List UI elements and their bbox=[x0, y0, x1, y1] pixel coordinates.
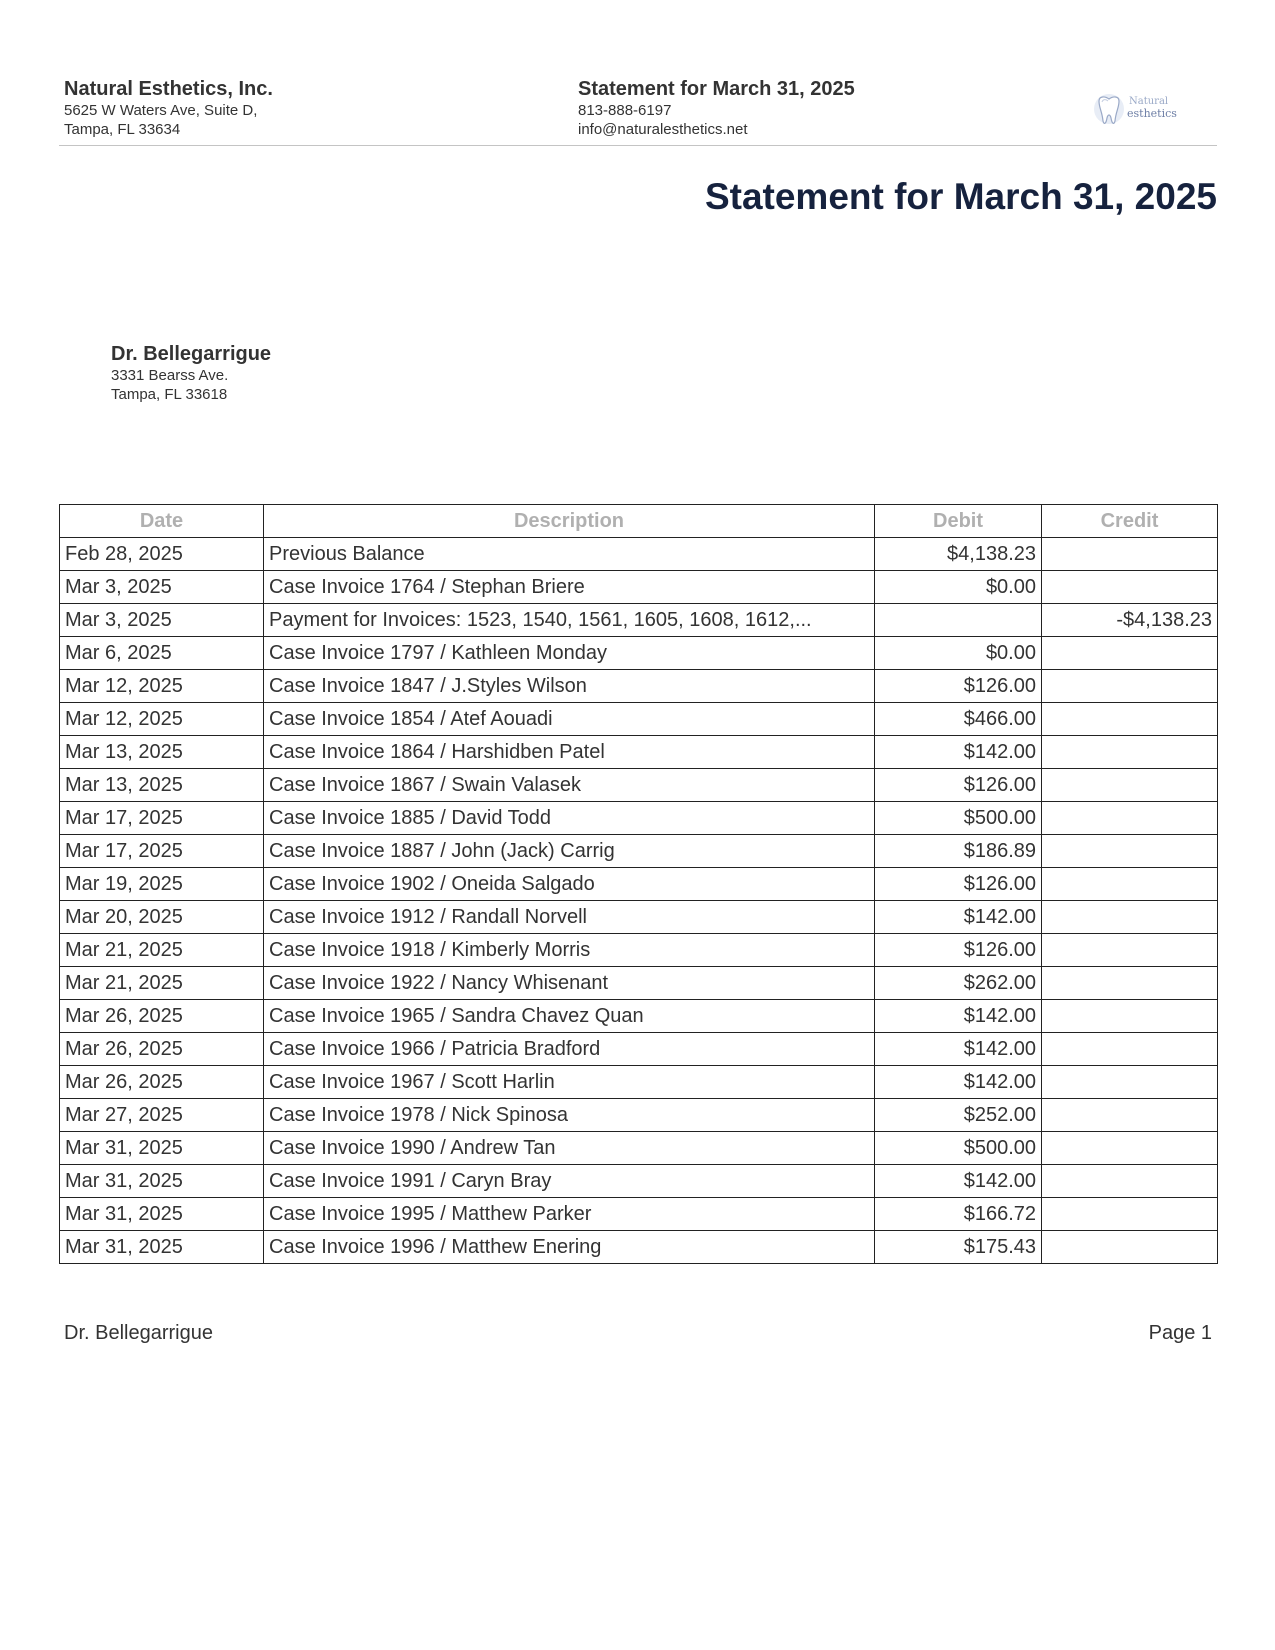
table-row bbox=[60, 901, 1218, 934]
logo-text-natural: Natural bbox=[1129, 96, 1169, 107]
cell-description: Case Invoice 1887 / John (Jack) Carrig bbox=[264, 835, 875, 868]
cell-credit bbox=[1042, 1099, 1218, 1132]
cell-debit: $126.00 bbox=[875, 868, 1042, 901]
cell-description: Case Invoice 1764 / Stephan Briere bbox=[264, 571, 875, 604]
cell-description: Case Invoice 1990 / Andrew Tan bbox=[264, 1132, 875, 1165]
tooth-icon bbox=[1091, 91, 1127, 129]
cell-description: Payment for Invoices: 1523, 1540, 1561, 1605, 1608, 1612,... bbox=[264, 604, 875, 637]
cell-date: Mar 20, 2025 bbox=[60, 901, 264, 934]
cell-debit: $142.00 bbox=[875, 1066, 1042, 1099]
cell-debit: $126.00 bbox=[875, 934, 1042, 967]
cell-description: Case Invoice 1966 / Patricia Bradford bbox=[264, 1033, 875, 1066]
cell-description: Case Invoice 1991 / Caryn Bray bbox=[264, 1165, 875, 1198]
table-row bbox=[60, 868, 1218, 901]
cell-credit bbox=[1042, 1231, 1218, 1264]
cell-credit bbox=[1042, 835, 1218, 868]
cell-debit: $142.00 bbox=[875, 1165, 1042, 1198]
table-row bbox=[60, 967, 1218, 1000]
cell-credit bbox=[1042, 901, 1218, 934]
cell-description: Case Invoice 1978 / Nick Spinosa bbox=[264, 1099, 875, 1132]
table-row bbox=[60, 802, 1218, 835]
cell-description: Case Invoice 1918 / Kimberly Morris bbox=[264, 934, 875, 967]
customer-address-line1: 3331 Bearss Ave. bbox=[111, 367, 229, 384]
cell-credit bbox=[1042, 1033, 1218, 1066]
cell-date: Mar 13, 2025 bbox=[60, 736, 264, 769]
table-row bbox=[60, 1000, 1218, 1033]
table-row bbox=[60, 1165, 1218, 1198]
cell-debit: $142.00 bbox=[875, 1000, 1042, 1033]
table-row bbox=[60, 670, 1218, 703]
table-row bbox=[60, 835, 1218, 868]
company-logo bbox=[1089, 91, 1179, 131]
company-info bbox=[64, 77, 273, 139]
cell-description: Case Invoice 1965 / Sandra Chavez Quan bbox=[264, 1000, 875, 1033]
table-row bbox=[60, 604, 1218, 637]
cell-date: Mar 31, 2025 bbox=[60, 1165, 264, 1198]
cell-credit bbox=[1042, 703, 1218, 736]
cell-description: Case Invoice 1996 / Matthew Enering bbox=[264, 1231, 875, 1264]
cell-date: Mar 19, 2025 bbox=[60, 868, 264, 901]
cell-date: Mar 31, 2025 bbox=[60, 1231, 264, 1264]
bill-to-address bbox=[111, 342, 271, 404]
cell-description: Case Invoice 1854 / Atef Aouadi bbox=[264, 703, 875, 736]
cell-date: Mar 3, 2025 bbox=[60, 604, 264, 637]
company-email: info@naturalesthetics.net bbox=[578, 121, 748, 138]
cell-credit bbox=[1042, 967, 1218, 1000]
cell-credit bbox=[1042, 934, 1218, 967]
cell-date: Mar 21, 2025 bbox=[60, 934, 264, 967]
cell-credit bbox=[1042, 538, 1218, 571]
cell-debit: $262.00 bbox=[875, 967, 1042, 1000]
cell-date: Mar 26, 2025 bbox=[60, 1066, 264, 1099]
cell-debit: $186.89 bbox=[875, 835, 1042, 868]
cell-debit: $142.00 bbox=[875, 901, 1042, 934]
cell-description: Case Invoice 1847 / J.Styles Wilson bbox=[264, 670, 875, 703]
company-phone: 813-888-6197 bbox=[578, 102, 672, 119]
cell-date: Mar 13, 2025 bbox=[60, 769, 264, 802]
table-body bbox=[60, 538, 1218, 1264]
cell-date: Mar 17, 2025 bbox=[60, 802, 264, 835]
cell-description: Case Invoice 1797 / Kathleen Monday bbox=[264, 637, 875, 670]
company-address-line1: 5625 W Waters Ave, Suite D, bbox=[64, 102, 258, 119]
table-row bbox=[60, 1099, 1218, 1132]
cell-date: Mar 12, 2025 bbox=[60, 703, 264, 736]
table-row bbox=[60, 703, 1218, 736]
cell-debit: $142.00 bbox=[875, 1033, 1042, 1066]
cell-credit bbox=[1042, 637, 1218, 670]
cell-description: Case Invoice 1912 / Randall Norvell bbox=[264, 901, 875, 934]
table-row bbox=[60, 1033, 1218, 1066]
table-row bbox=[60, 934, 1218, 967]
cell-debit: $126.00 bbox=[875, 670, 1042, 703]
cell-debit bbox=[875, 604, 1042, 637]
cell-date: Mar 31, 2025 bbox=[60, 1198, 264, 1231]
cell-debit: $4,138.23 bbox=[875, 538, 1042, 571]
cell-description: Case Invoice 1902 / Oneida Salgado bbox=[264, 868, 875, 901]
cell-description: Case Invoice 1864 / Harshidben Patel bbox=[264, 736, 875, 769]
footer-customer-name: Dr. Bellegarrigue bbox=[64, 1322, 213, 1344]
cell-debit: $175.43 bbox=[875, 1231, 1042, 1264]
cell-date: Mar 21, 2025 bbox=[60, 967, 264, 1000]
cell-credit bbox=[1042, 736, 1218, 769]
statement-contact bbox=[578, 77, 855, 139]
company-name: Natural Esthetics, Inc. bbox=[64, 78, 273, 100]
table-row bbox=[60, 637, 1218, 670]
cell-debit: $500.00 bbox=[875, 802, 1042, 835]
page-number: Page 1 bbox=[1148, 1322, 1212, 1344]
table-row bbox=[60, 736, 1218, 769]
cell-credit bbox=[1042, 868, 1218, 901]
cell-debit: $0.00 bbox=[875, 571, 1042, 604]
cell-credit bbox=[1042, 670, 1218, 703]
cell-date: Mar 26, 2025 bbox=[60, 1000, 264, 1033]
table-row bbox=[60, 1198, 1218, 1231]
statement-table bbox=[59, 504, 1218, 1264]
cell-debit: $252.00 bbox=[875, 1099, 1042, 1132]
table-row bbox=[60, 1066, 1218, 1099]
table-row bbox=[60, 1231, 1218, 1264]
cell-credit bbox=[1042, 1000, 1218, 1033]
cell-date: Mar 31, 2025 bbox=[60, 1132, 264, 1165]
cell-credit bbox=[1042, 1198, 1218, 1231]
cell-credit bbox=[1042, 769, 1218, 802]
cell-credit: -$4,138.23 bbox=[1042, 604, 1218, 637]
cell-date: Mar 27, 2025 bbox=[60, 1099, 264, 1132]
cell-debit: $142.00 bbox=[875, 736, 1042, 769]
cell-debit: $466.00 bbox=[875, 703, 1042, 736]
cell-credit bbox=[1042, 1165, 1218, 1198]
company-address-line2: Tampa, FL 33634 bbox=[64, 121, 181, 138]
customer-address-line2: Tampa, FL 33618 bbox=[111, 386, 228, 403]
cell-date: Mar 26, 2025 bbox=[60, 1033, 264, 1066]
customer-name: Dr. Bellegarrigue bbox=[111, 343, 272, 365]
cell-date: Mar 12, 2025 bbox=[60, 670, 264, 703]
cell-debit: $166.72 bbox=[875, 1198, 1042, 1231]
cell-credit bbox=[1042, 571, 1218, 604]
cell-description: Case Invoice 1867 / Swain Valasek bbox=[264, 769, 875, 802]
table-row bbox=[60, 538, 1218, 571]
cell-date: Mar 6, 2025 bbox=[60, 637, 264, 670]
cell-debit: $500.00 bbox=[875, 1132, 1042, 1165]
table-header-row bbox=[60, 505, 1218, 538]
column-header-date: Date bbox=[60, 505, 264, 538]
cell-description: Previous Balance bbox=[264, 538, 875, 571]
cell-date: Feb 28, 2025 bbox=[60, 538, 264, 571]
column-header-credit: Credit bbox=[1042, 505, 1218, 538]
logo-text-esthetics: esthetics bbox=[1127, 107, 1177, 120]
column-header-debit: Debit bbox=[875, 505, 1042, 538]
table-row bbox=[60, 1132, 1218, 1165]
cell-credit bbox=[1042, 802, 1218, 835]
cell-description: Case Invoice 1885 / David Todd bbox=[264, 802, 875, 835]
header-statement-title: Statement for March 31, 2025 bbox=[578, 78, 855, 100]
cell-description: Case Invoice 1995 / Matthew Parker bbox=[264, 1198, 875, 1231]
cell-description: Case Invoice 1922 / Nancy Whisenant bbox=[264, 967, 875, 1000]
cell-date: Mar 17, 2025 bbox=[60, 835, 264, 868]
page-title: Statement for March 31, 2025 bbox=[704, 176, 1217, 217]
cell-date: Mar 3, 2025 bbox=[60, 571, 264, 604]
cell-credit bbox=[1042, 1132, 1218, 1165]
cell-credit bbox=[1042, 1066, 1218, 1099]
table-row bbox=[60, 571, 1218, 604]
column-header-description: Description bbox=[264, 505, 875, 538]
cell-debit: $0.00 bbox=[875, 637, 1042, 670]
page-header bbox=[59, 77, 1217, 146]
cell-description: Case Invoice 1967 / Scott Harlin bbox=[264, 1066, 875, 1099]
cell-debit: $126.00 bbox=[875, 769, 1042, 802]
table-row bbox=[60, 769, 1218, 802]
